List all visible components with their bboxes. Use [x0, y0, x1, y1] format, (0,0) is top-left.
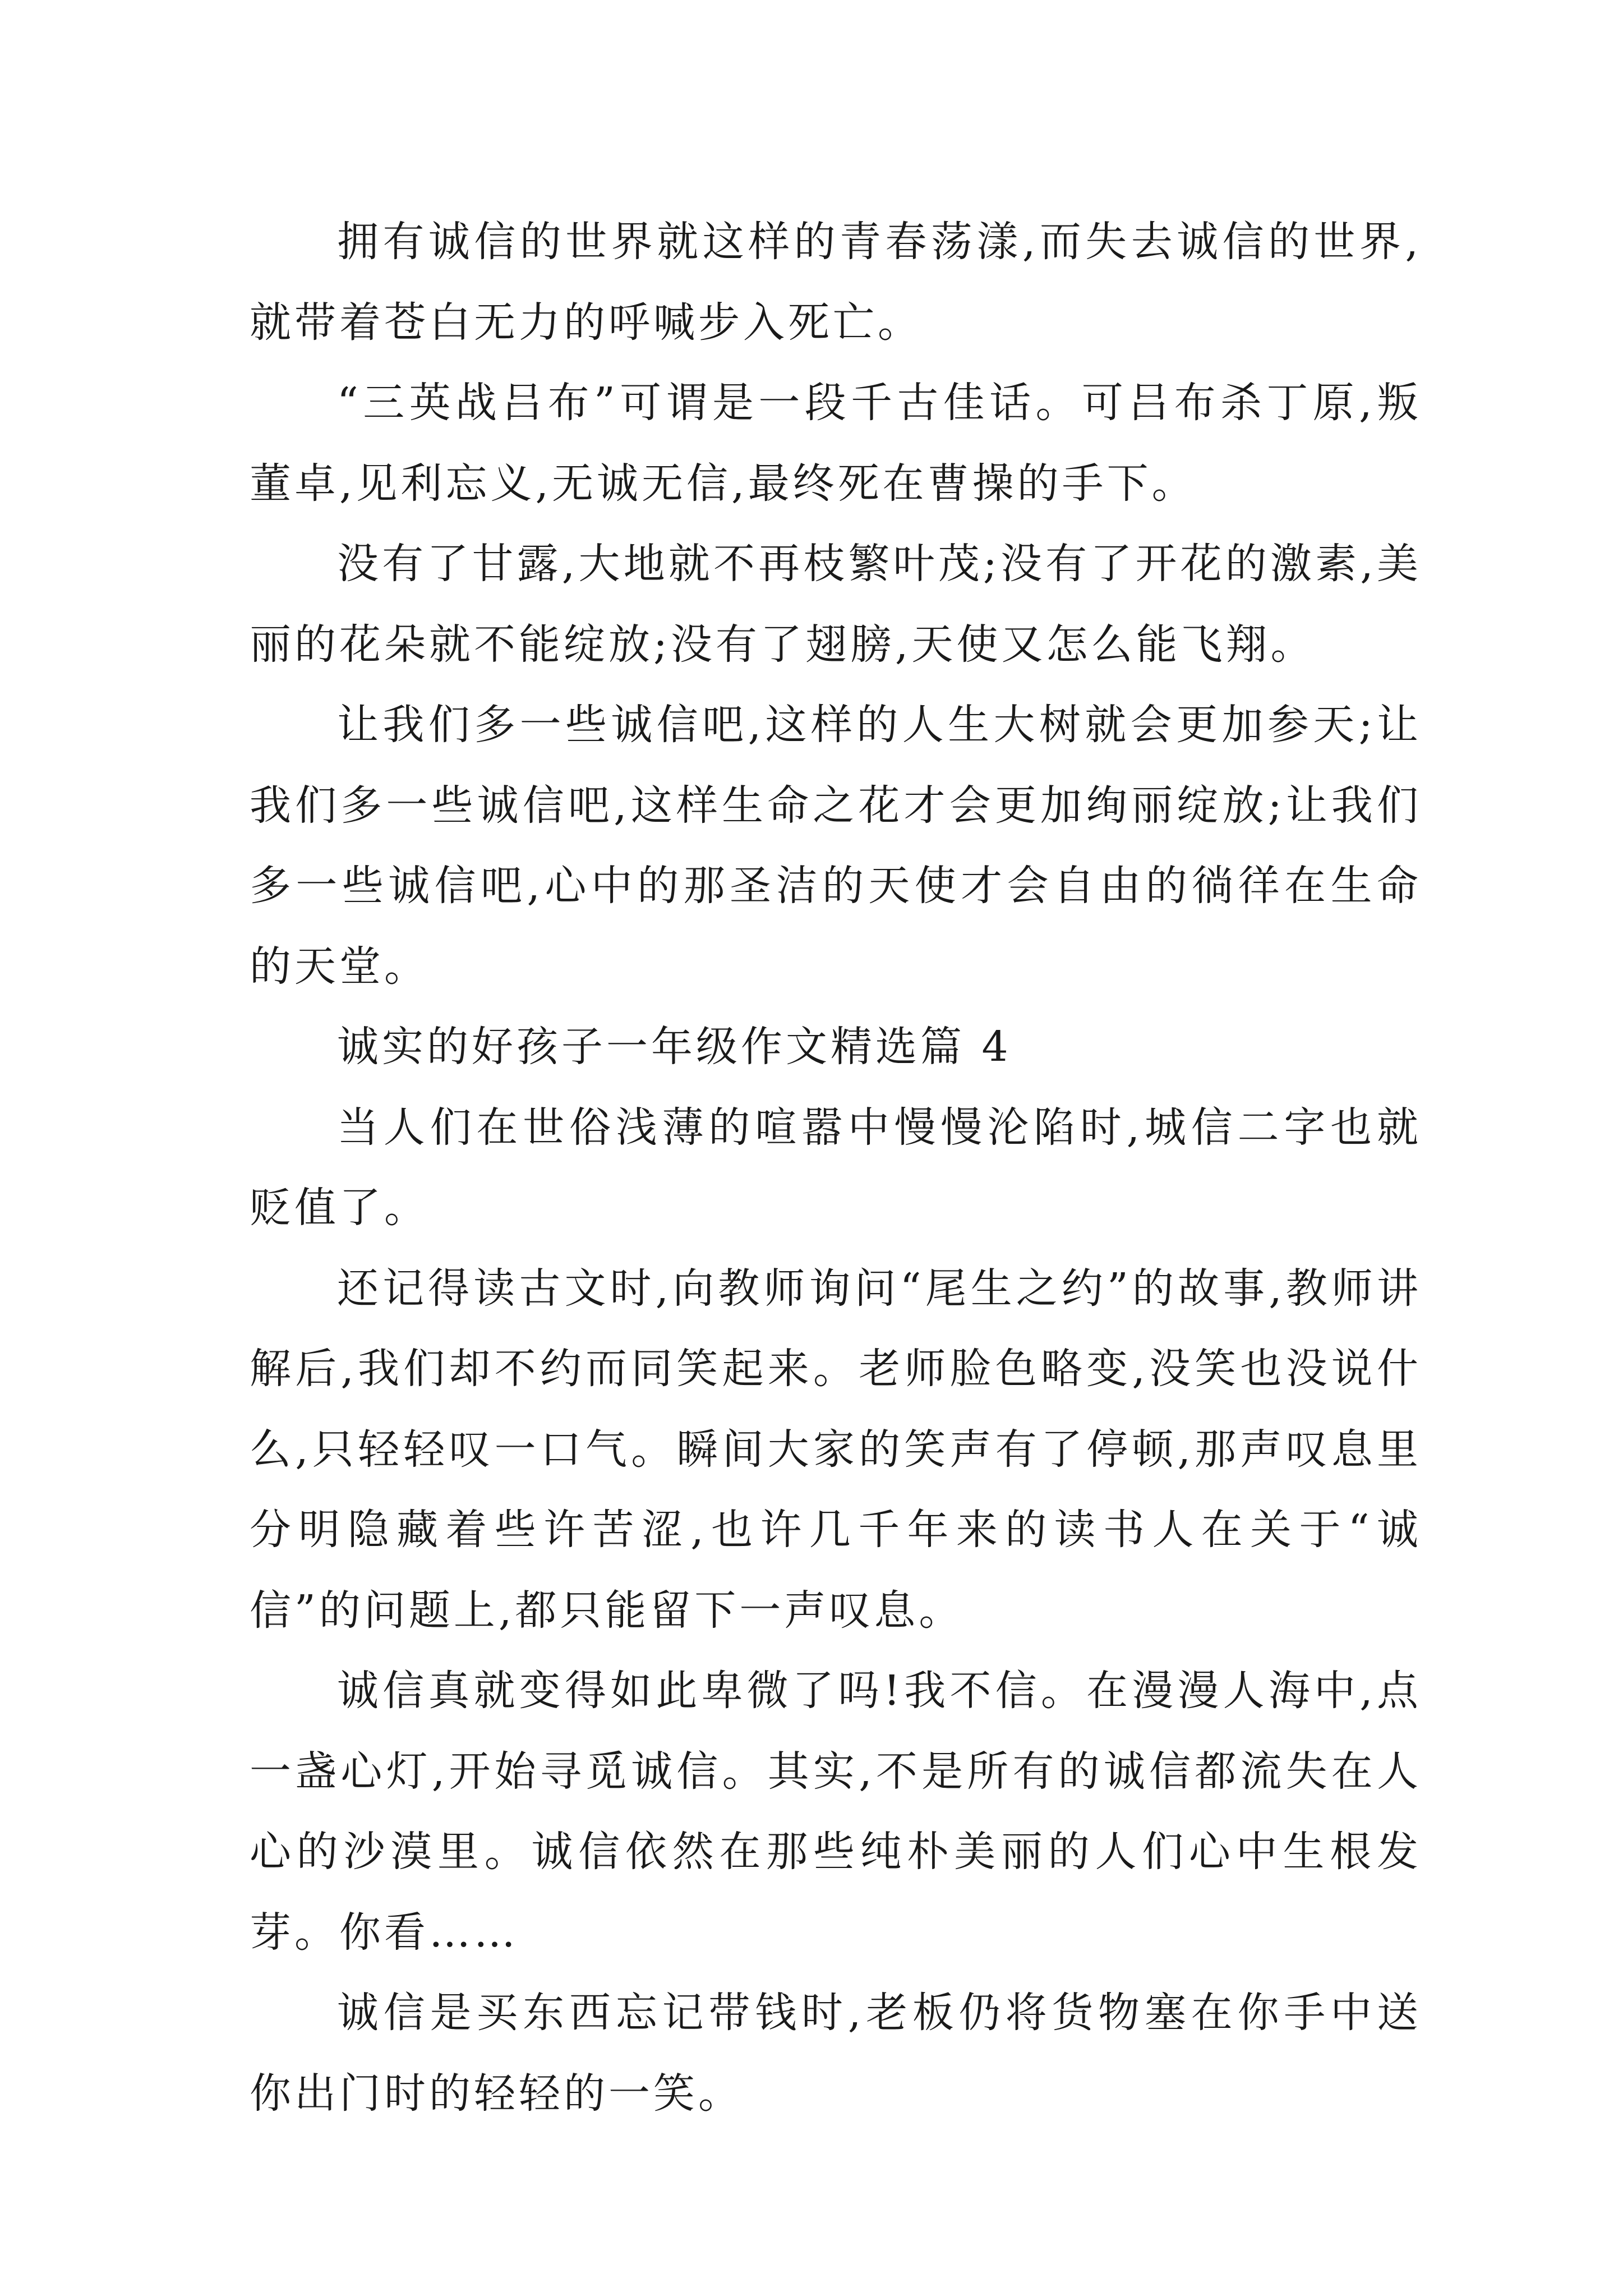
- section-heading: 诚实的好孩子一年级作文精选篇 4: [337, 1023, 1012, 1071]
- paragraph: 诚信是买东西忘记带钱时,老板仍将货物塞在你手中送你出门时的轻轻的一笑。: [250, 1989, 1422, 2118]
- paragraph: 还记得读古文时,向教师询问“尾生之约”的故事,教师讲解后,我们却不约而同笑起来。老师脸色略变,没笑也没说什么,只轻轻叹一口气。瞬间大家的笑声有了停顿,那声叹息里分明隐藏着些许苦涩,也许几千年来的读书人在关于“诚信”的问题上,都只能留下一声叹息。: [250, 1264, 1422, 1635]
- paragraph: 当人们在世俗浅薄的喧嚣中慢慢沦陷时,城信二字也就贬值了。: [250, 1103, 1422, 1232]
- paragraph: 让我们多一些诚信吧,这样的人生大树就会更加参天;让我们多一些诚信吧,这样生命之花才会更加绚丽绽放;让我们多一些诚信吧,心中的那圣洁的天使才会自由的徜徉在生命的天堂。: [250, 701, 1422, 991]
- document-body: [250, 202, 1422, 2134]
- paragraph: 诚信真就变得如此卑微了吗!我不信。在漫漫人海中,点一盏心灯,开始寻觅诚信。其实,不是所有的诚信都流失在人心的沙漠里。诚信依然在那些纯朴美丽的人们心中生根发芽。你看……: [250, 1667, 1422, 1957]
- paragraph: “三英战吕布”可谓是一段千古佳话。可吕布杀丁原,叛董卓,见利忘义,无诚无信,最终死在曹操的手下。: [250, 379, 1422, 508]
- paragraph: 拥有诚信的世界就这样的青春荡漾,而失去诚信的世界,就带着苍白无力的呼喊步入死亡。: [250, 218, 1422, 347]
- paragraph: 没有了甘露,大地就不再枝繁叶茂;没有了开花的激素,美丽的花朵就不能绽放;没有了翅膀,天使又怎么能飞翔。: [250, 540, 1422, 669]
